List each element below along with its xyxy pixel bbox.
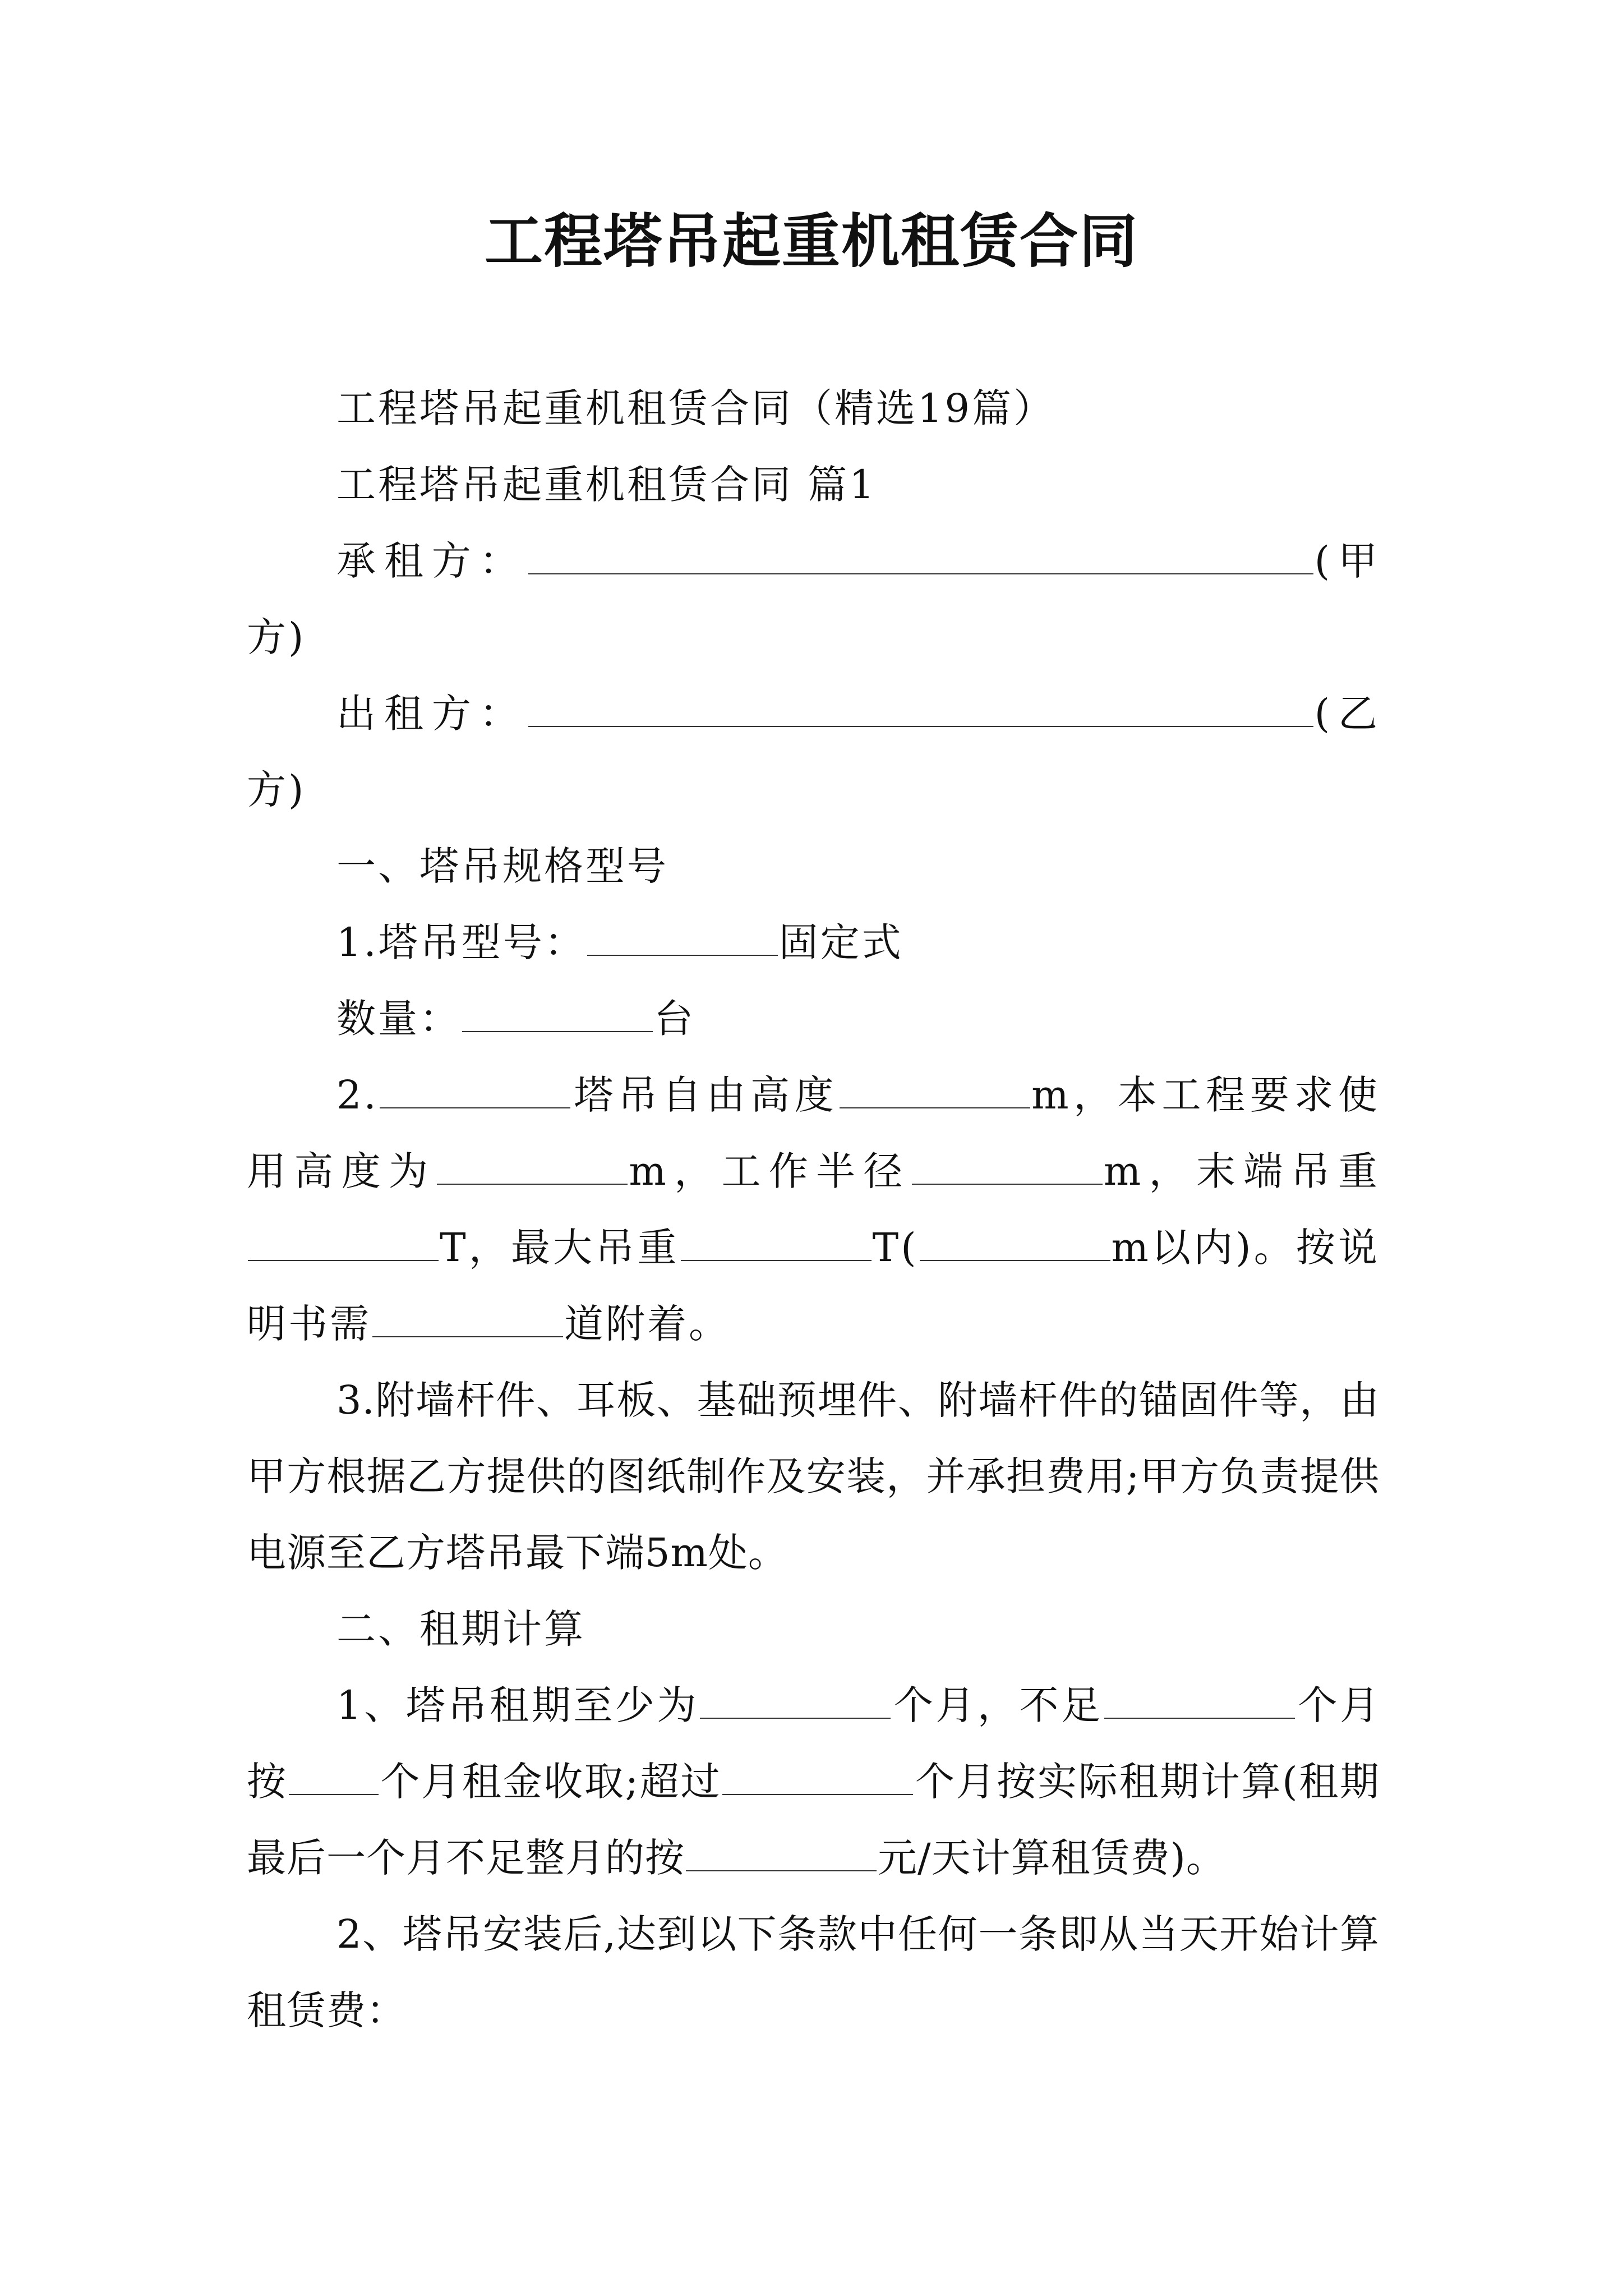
daily-rate-blank[interactable]	[686, 1837, 877, 1871]
item2-model-blank[interactable]	[380, 1074, 570, 1108]
rent1-min-label: 1、塔吊租期至少为	[336, 1682, 699, 1728]
quantity-unit: 台	[654, 996, 695, 1042]
rent1-paragraph	[247, 1667, 1380, 1896]
lessee-line	[247, 523, 1380, 675]
quantity-label: 数量：	[336, 996, 461, 1042]
section1-heading	[247, 828, 1380, 904]
document-title: 工程塔吊起重机租赁合同	[484, 206, 1138, 275]
rent2-text: 2、塔吊安装后,达到以下条款中任何一条即从当天开始计算租赁费：	[247, 1911, 1380, 2033]
item2-attach-label: m以内)。按说明书需	[247, 1225, 1380, 1347]
attach-count-blank[interactable]	[372, 1303, 563, 1337]
end-load-blank[interactable]	[248, 1226, 439, 1261]
item2-number: 2.	[336, 1072, 379, 1118]
item2-radius-label: m，工作半径	[629, 1148, 911, 1194]
item1-type: 固定式	[778, 919, 903, 965]
min-term-blank[interactable]	[700, 1684, 891, 1719]
article-heading-text: 工程塔吊起重机租赁合同 篇1	[336, 462, 877, 508]
article-heading	[247, 447, 1380, 523]
range-blank[interactable]	[920, 1226, 1110, 1261]
lessor-label: 出租方：	[336, 691, 527, 737]
item2-paragraph	[247, 1057, 1380, 1362]
item2-max-load-label: T，最大吊重	[440, 1225, 680, 1271]
model-blank[interactable]	[587, 921, 778, 956]
lessee-label: 承租方：	[336, 538, 527, 584]
rent1-less-label: 个月，不足	[892, 1682, 1103, 1728]
less-than-blank[interactable]	[1104, 1684, 1295, 1719]
rent1-rate-suffix: 元/天计算租赁费)。	[878, 1835, 1226, 1881]
rent1-exceed-label: 个月租金收取;超过	[379, 1759, 722, 1805]
section2-heading	[247, 1591, 1380, 1667]
exceed-blank[interactable]	[722, 1760, 913, 1795]
max-load-blank[interactable]	[681, 1226, 872, 1261]
lessor-suffix: (乙方)	[247, 691, 1380, 813]
quantity-line	[247, 981, 1380, 1057]
document-body	[247, 370, 1380, 2049]
item2-range-open: T(	[872, 1225, 919, 1271]
section2-heading-text: 二、租期计算	[336, 1606, 585, 1652]
item3-paragraph	[247, 1362, 1380, 1591]
lessor-blank[interactable]	[528, 692, 1313, 727]
radius-blank[interactable]	[912, 1150, 1103, 1185]
lessee-suffix: (甲方)	[247, 538, 1380, 660]
section1-heading-text: 一、塔吊规格型号	[336, 843, 668, 889]
subtitle	[247, 370, 1380, 447]
item1-label: 1.塔吊型号：	[336, 919, 586, 965]
quantity-blank[interactable]	[462, 997, 653, 1032]
item2-use-height-label: m，本工程要求使用高度为	[247, 1072, 1380, 1194]
rent2-paragraph	[247, 1896, 1380, 2049]
rent1-actual-label: 个月按实际租期计算(租期最后一个月不足整月的按	[247, 1759, 1380, 1881]
rent1-charge-label: 个月按	[247, 1682, 1380, 1805]
item2-end-load-label: m，末端吊重	[1103, 1148, 1380, 1194]
subtitle-text: 工程塔吊起重机租赁合同（精选19篇）	[336, 385, 1055, 431]
free-height-blank[interactable]	[840, 1074, 1030, 1108]
lessor-line	[247, 675, 1380, 828]
lessee-blank[interactable]	[528, 540, 1313, 574]
item2-attach-suffix: 道附着。	[564, 1301, 730, 1347]
charge-months-blank[interactable]	[289, 1760, 379, 1795]
item3-text: 3.附墙杆件、耳板、基础预埋件、附墙杆件的锚固件等，由甲方根据乙方提供的图纸制作及安装，并承担费用;甲方负责提供电源至乙方塔吊最下端5m处。	[247, 1377, 1380, 1576]
item2-free-height-label: 塔吊自由高度	[571, 1072, 839, 1118]
item1-line	[247, 904, 1380, 981]
use-height-blank[interactable]	[437, 1150, 628, 1185]
